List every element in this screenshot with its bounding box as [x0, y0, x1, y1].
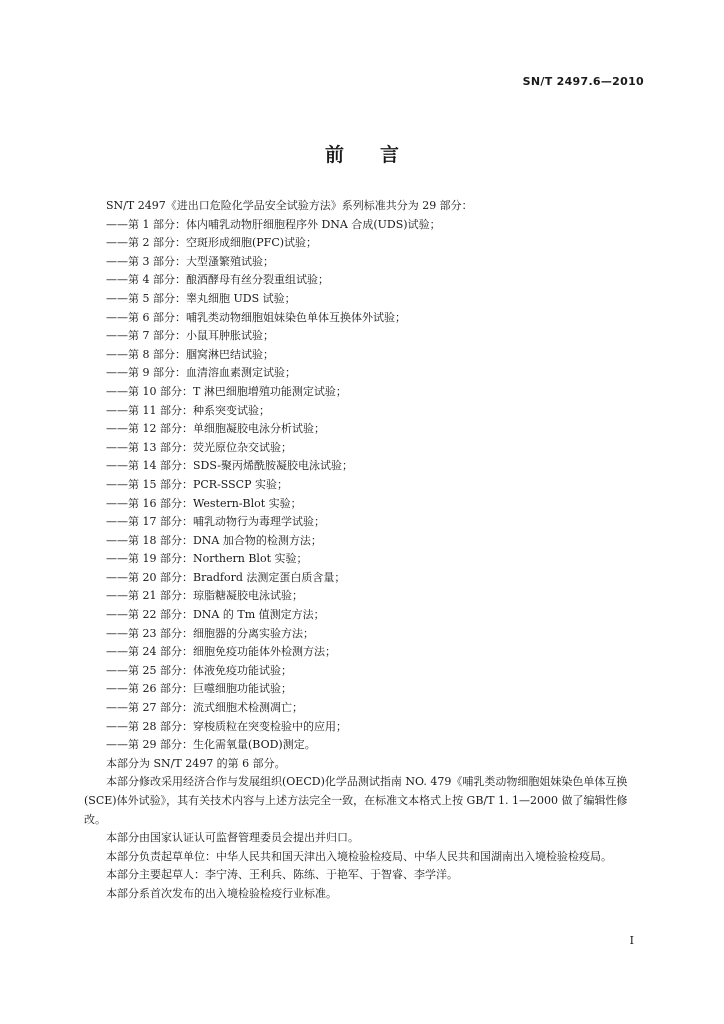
part-list-item: ——第 22 部分：DNA 的 Tm 值测定方法； — [106, 608, 325, 622]
page-title: 前言 — [324, 144, 435, 166]
part-list-item: ——第 16 部分：Western-Blot 实验； — [106, 496, 302, 510]
intro-paragraph: SN/T 2497《进出口危险化学品安全试验方法》系列标准共分为 29 部分： — [106, 199, 473, 212]
part-list-item: ——第 25 部分：体液免疫功能试验； — [106, 663, 292, 677]
part-list-item: ——第 3 部分：大型溞繁殖试验； — [106, 254, 274, 268]
body-paragraph: 本部分主要起草人：李宁涛、王利兵、陈练、于艳军、于智睿、李学洋。 — [106, 868, 458, 882]
standard-code: SN/T 2497.6—2010 — [522, 75, 644, 88]
part-list-item: ——第 8 部分：腘窝淋巴结试验； — [106, 347, 274, 361]
body-paragraph: 本部分修改采用经济合作与发展组织(OECD)化学品测试指南 NO. 479《哺乳类动物细胞姐妹染色单体互换(SCE)体外试验》，其有关技术内容与上述方法完全一致，在标准文本格式上按 GB/T 1. 1—2000 做了编辑性修改。 — [84, 775, 628, 826]
part-list-item: ——第 7 部分：小鼠耳肿胀试验； — [106, 329, 274, 343]
part-list-item: ——第 23 部分：细胞器的分离实验方法； — [106, 626, 314, 640]
body-paragraph: 本部分由国家认证认可监督管理委员会提出并归口。 — [106, 831, 359, 845]
part-list-item: ——第 9 部分：血清溶血素测定试验； — [106, 366, 296, 380]
body-paragraph: 本部分系首次发布的出入境检验检疫行业标准。 — [106, 886, 337, 900]
part-list-item: ——第 11 部分：种系突变试验； — [106, 403, 270, 417]
part-list-item: ——第 21 部分：琼脂糖凝胶电泳试验； — [106, 589, 303, 603]
part-list-item: ——第 4 部分：酿酒酵母有丝分裂重组试验； — [106, 273, 329, 287]
body-paragraph: 本部分负责起草单位：中华人民共和国天津出入境检验检疫局、中华人民共和国湖南出入境检验检疫局。 — [106, 849, 612, 863]
paragraph-list — [84, 755, 644, 904]
page-number: I — [629, 934, 634, 947]
part-list-item: ——第 24 部分：细胞免疫功能体外检测方法； — [106, 645, 336, 659]
part-list-item: ——第 15 部分：PCR-SSCP 实验； — [106, 477, 288, 491]
part-list-item: ——第 13 部分：荧光原位杂交试验； — [106, 440, 292, 454]
part-list-item: ——第 27 部分：流式细胞术检测凋亡； — [106, 701, 303, 715]
part-list-item: ——第 17 部分：哺乳动物行为毒理学试验； — [106, 515, 325, 529]
body-paragraph: 本部分为 SN/T 2497 的第 6 部分。 — [106, 756, 286, 770]
document-body — [84, 197, 644, 904]
part-list-item: ——第 2 部分：空斑形成细胞(PFC)试验； — [106, 236, 318, 250]
part-list-item: ——第 29 部分：生化需氧量(BOD)测定。 — [106, 738, 316, 752]
part-list-item: ——第 12 部分：单细胞凝胶电泳分析试验； — [106, 422, 325, 436]
part-list-item: ——第 1 部分：体内哺乳动物肝细胞程序外 DNA 合成(UDS)试验； — [106, 217, 441, 231]
part-list-item: ——第 26 部分：巨噬细胞功能试验； — [106, 682, 292, 696]
part-list-item: ——第 20 部分：Bradford 法测定蛋白质含量； — [106, 570, 346, 584]
parts-list — [84, 216, 644, 755]
part-list-item: ——第 18 部分：DNA 加合物的检测方法； — [106, 533, 322, 547]
part-list-item: ——第 19 部分：Northern Blot 实验； — [106, 552, 308, 566]
part-list-item: ——第 14 部分：SDS-聚丙烯酰胺凝胶电泳试验； — [106, 459, 353, 473]
part-list-item: ——第 6 部分：哺乳类动物细胞姐妹染色单体互换体外试验； — [106, 310, 406, 324]
part-list-item: ——第 10 部分：T 淋巴细胞增殖功能测定试验； — [106, 384, 347, 398]
part-list-item: ——第 28 部分：穿梭质粒在突变检验中的应用； — [106, 719, 347, 733]
part-list-item: ——第 5 部分：睾丸细胞 UDS 试验； — [106, 291, 296, 305]
